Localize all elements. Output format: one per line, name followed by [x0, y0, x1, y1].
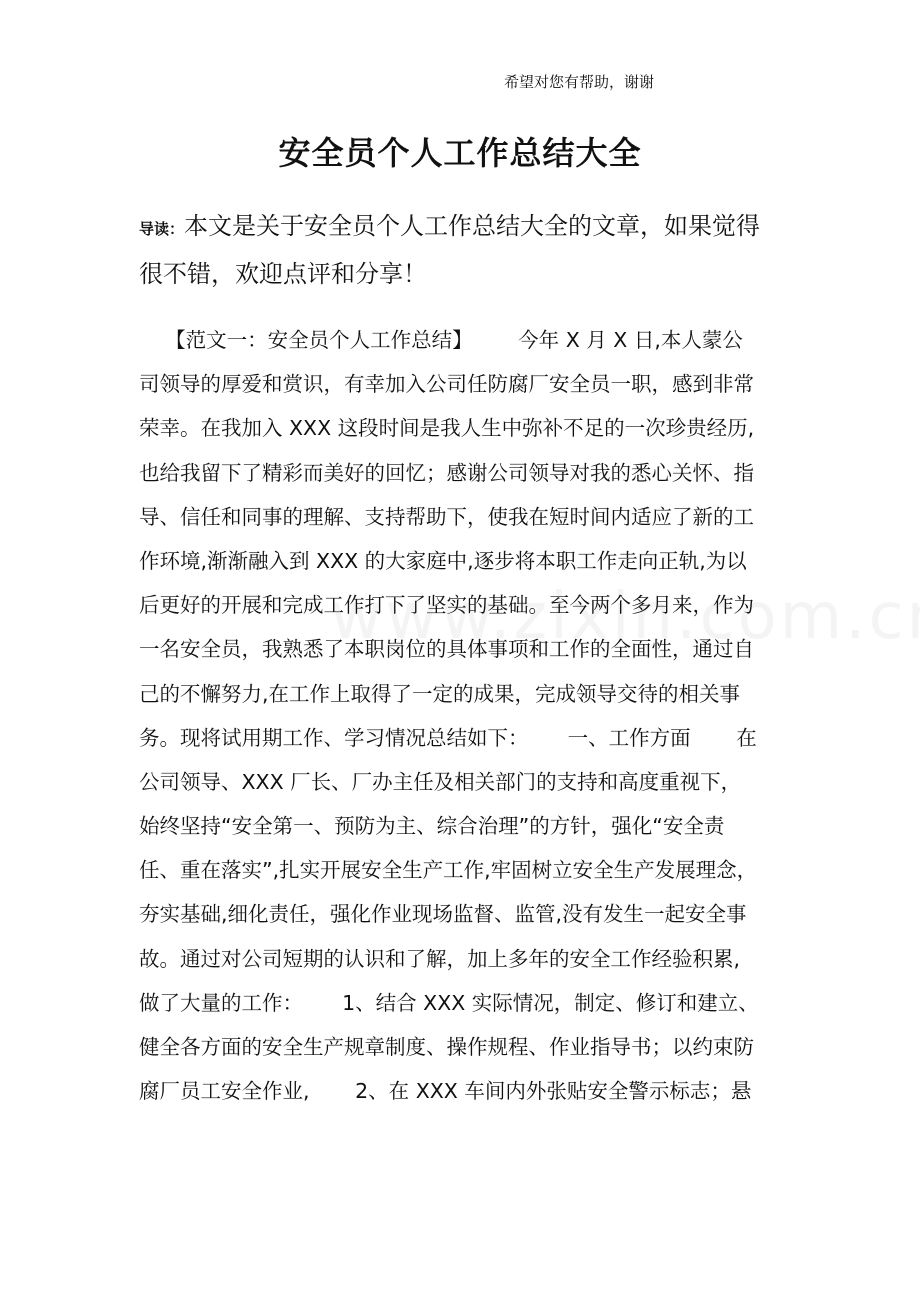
body-line: 任、重在落实”,扎实开展安全生产工作,牢固树立安全生产发展理念， [139, 858, 758, 883]
intro-label: 导读： [139, 220, 185, 238]
intro-paragraph [139, 204, 799, 297]
header-note: 希望对您有帮助，谢谢 [504, 73, 655, 91]
body-line: 一名安全员，我熟悉了本职岗位的具体事项和工作的全面性，通过自 [139, 637, 754, 662]
body-line: 做了大量的工作： 1、结合 XXX 实际情况，制定、修订和建立、 [139, 990, 759, 1015]
body-line: 也给我留下了精彩而美好的回忆；感谢公司领导对我的悉心关怀、指 [139, 460, 754, 485]
body-line: 作环境,渐渐融入到 XXX 的大家庭中,逐步将本职工作走向正轨,为以 [139, 548, 747, 573]
document-title: 安全员个人工作总结大全 [278, 134, 642, 172]
body-line: 公司领导、XXX 厂长、厂办主任及相关部门的支持和高度重视下， [139, 769, 742, 794]
body-line: 务。现将试用期工作、学习情况总结如下： 一、工作方面 在 [139, 725, 757, 750]
intro-line-2: 很不错，欢迎点评和分享！ [139, 260, 427, 288]
body-line: 己的不懈努力,在工作上取得了一定的成果，完成领导交待的相关事 [139, 681, 741, 706]
intro-line-1 [139, 204, 799, 252]
body-line: 荣幸。在我加入 XXX 这段时间是我人生中弥补不足的一次珍贵经历, [139, 416, 755, 441]
body-line: 腐厂员工安全作业, 2、在 XXX 车间内外张贴安全警示标志；悬 [139, 1079, 752, 1104]
body-text [139, 318, 799, 1113]
body-line: 后更好的开展和完成工作打下了坚实的基础。至今两个多月来，作为 [139, 593, 754, 618]
body-line: 始终坚持“安全第一、预防为主、综合治理”的方针，强化“安全责 [139, 814, 725, 839]
body-line: 故。通过对公司短期的认识和了解，加上多年的安全工作经验积累, [139, 946, 741, 971]
body-line: 【范文一：安全员个人工作总结】 今年 X 月 X 日,本人蒙公 [139, 328, 743, 352]
body-line: 健全各方面的安全生产规章制度、操作规程、作业指导书；以约束防 [139, 1035, 754, 1059]
body-line: 导、信任和同事的理解、支持帮助下，使我在短时间内适应了新的工 [139, 504, 754, 529]
body-line: 夯实基础,细化责任，强化作业现场监督、监管,没有发生一起安全事 [139, 902, 747, 927]
intro-text-1: 本文是关于安全员个人工作总结大全的文章，如果觉得 [184, 212, 761, 240]
body-line: 司领导的厚爱和赏识，有幸加入公司任防腐厂安全员一职，感到非常 [139, 372, 754, 397]
